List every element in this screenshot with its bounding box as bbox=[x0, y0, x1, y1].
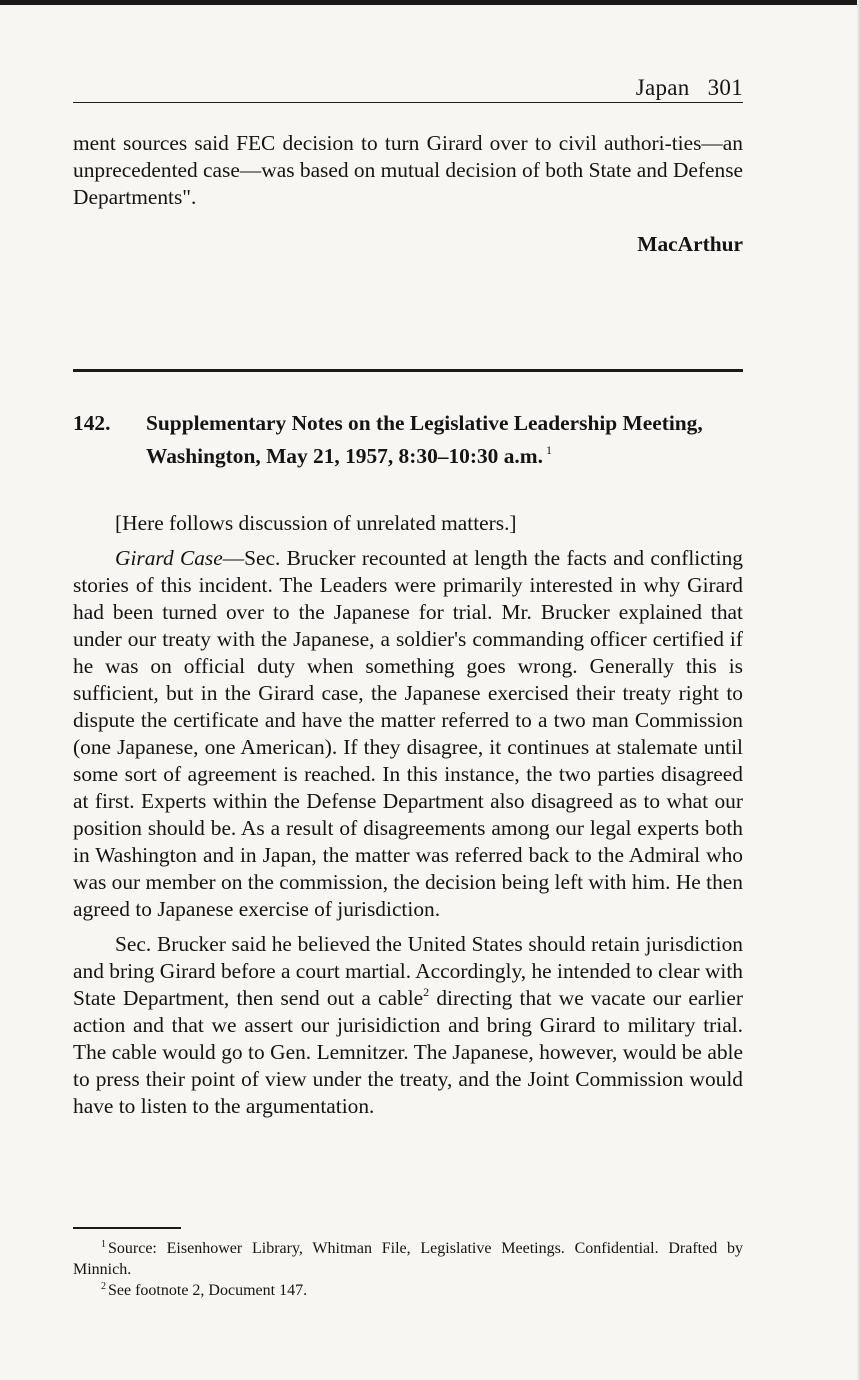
footnote-rule bbox=[73, 1227, 181, 1229]
title-footnote-ref: 1 bbox=[545, 443, 552, 457]
footnote-2 bbox=[73, 1280, 743, 1301]
body-paragraph-brucker bbox=[73, 931, 743, 1120]
footnote-marker: 1 bbox=[101, 1239, 106, 1250]
section-divider bbox=[73, 369, 743, 372]
document-body bbox=[73, 510, 743, 1120]
footnote-text: See footnote 2, Document 147. bbox=[108, 1282, 308, 1299]
body-paragraph-girard-case bbox=[73, 545, 743, 923]
paragraph-text-before-ref: Sec. Brucker said he believed the United States should retain jurisdiction and bring Girard before a court martial. Accordingly, he intended to clear with State Department, then send out a cable bbox=[73, 932, 743, 1010]
editorial-note: [Here follows discussion of unrelated matters.] bbox=[115, 511, 517, 535]
paragraph-lead-italic: Girard Case bbox=[115, 546, 223, 570]
page-right-edge bbox=[857, 0, 861, 1380]
footnote-1 bbox=[73, 1238, 743, 1280]
paragraph-text-after-ref: directing that we vacate our earlier action and that we assert our jurisidiction and bring Girard to military trial. The cable would go to Gen. Lemnitzer. The Japanese, however, would be able to press their point of view under the treaty, and the Joint Commission would have to listen to the argumentation. bbox=[73, 986, 743, 1118]
continued-paragraph: ment sources said FEC decision to turn Girard over to civil authori-ties—an unprecedented case—was based on mutual decision of both State and Defense Departments". bbox=[73, 131, 744, 209]
running-head bbox=[73, 74, 743, 103]
paragraph-text: —Sec. Brucker recounted at length the facts and conflicting stories of this incident. The Leaders were primarily interested in why Girard had been turned over to the Japanese for trial. Mr. Brucker explained that under our treaty with the Japanese, a soldier's commanding officer certified if he was on official duty when something goes wrong. Generally this is sufficient, but in the Girard case, the Japanese exercised their treaty right to dispute the certificate and have the matter referred to a two man Commission (one Japanese, one American). If they disagree, it continues at stalemate until some sort of agreement is reached. In this instance, the two parties disagreed at first. Experts within the Defense Department also disagreed as to what our position should be. As a result of disagreements among our legal experts both in Washington and in Japan, the matter was referred back to the Admiral who was our member on the commission, the decision being left with him. He then agreed to Japanese exercise of jurisdiction. bbox=[73, 546, 744, 921]
page-top-edge bbox=[0, 0, 861, 5]
signature: MacArthur bbox=[637, 232, 743, 256]
footnote-marker: 2 bbox=[101, 1281, 106, 1292]
footnotes bbox=[73, 1238, 743, 1301]
running-head-section: Japan bbox=[635, 75, 690, 100]
cable-footnote-ref: 2 bbox=[423, 985, 430, 999]
document-title: Supplementary Notes on the Legislative Leadership Meeting, Washington, May 21, 1957, 8:30–10:30 a.m. bbox=[146, 411, 703, 468]
document-title-wrap bbox=[146, 410, 743, 470]
page-number: 301 bbox=[707, 75, 743, 100]
footnote-text: Source: Eisenhower Library, Whitman File, Legislative Meetings. Confidential. Drafted by Minnich. bbox=[73, 1240, 743, 1278]
document-number: 142. bbox=[73, 411, 111, 435]
